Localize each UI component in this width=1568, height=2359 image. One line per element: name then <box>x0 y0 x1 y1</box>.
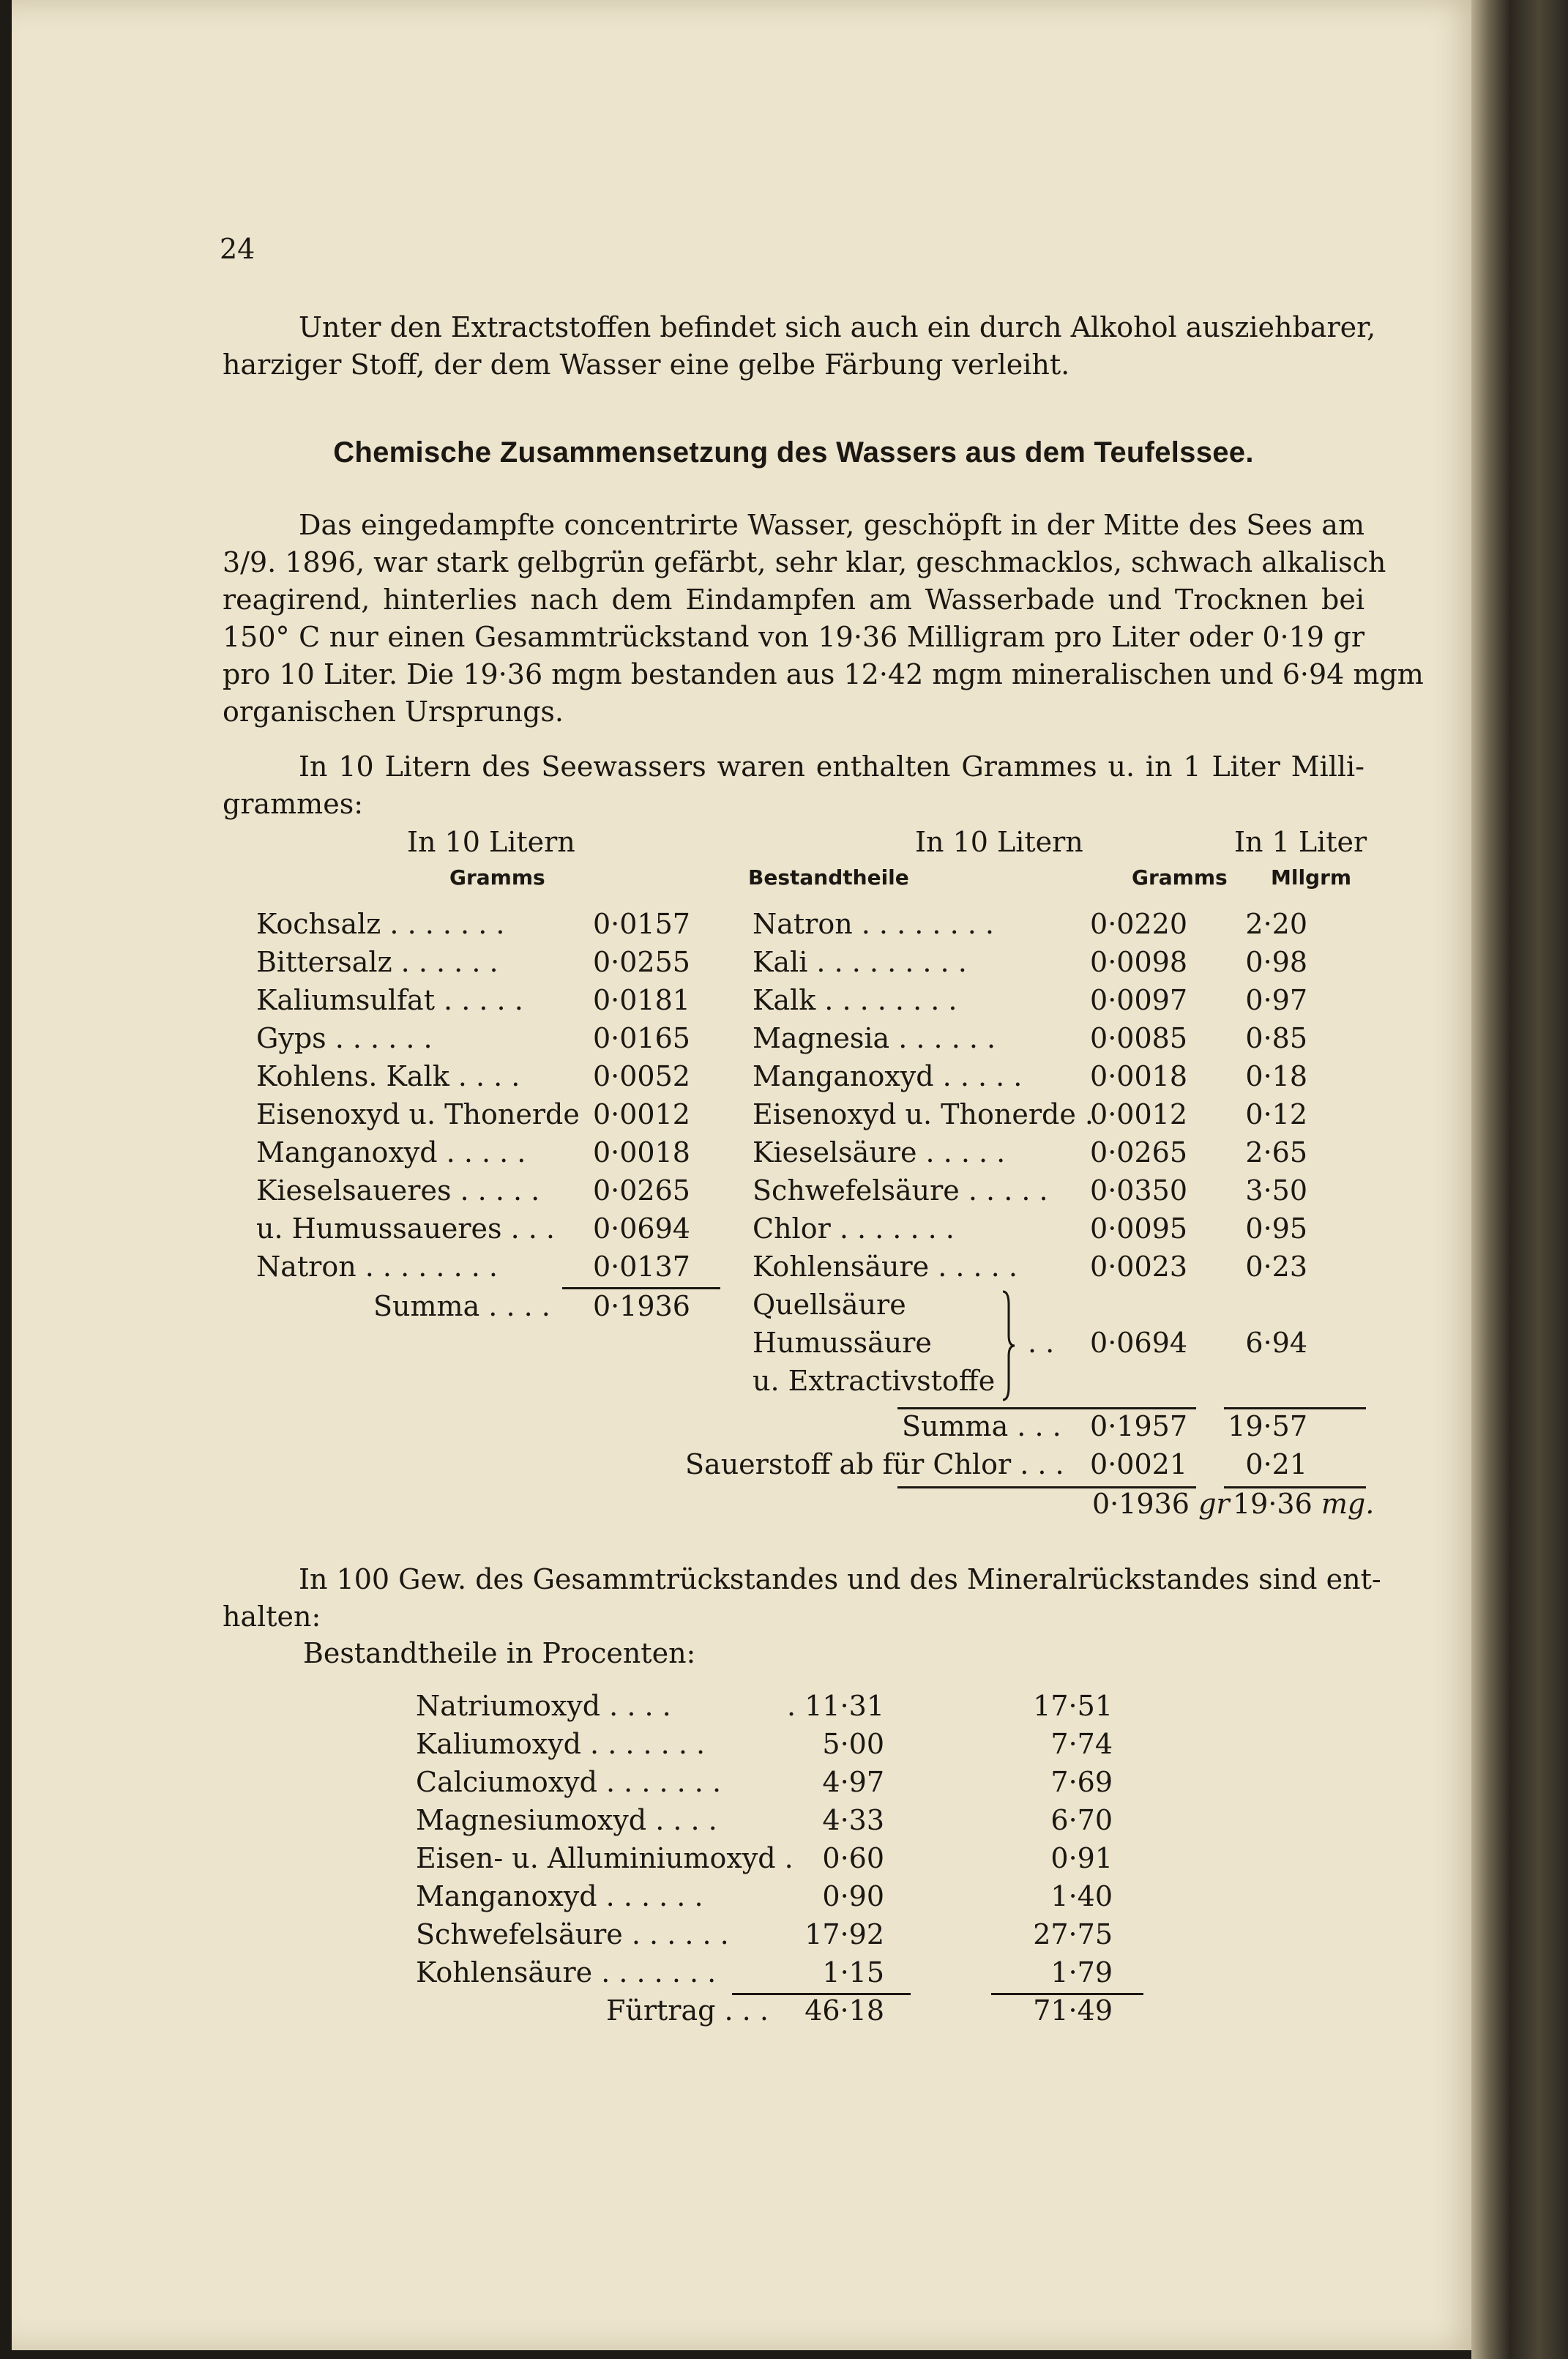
left-table-subheader: Gramms <box>449 865 545 890</box>
left-row-value: 0·0052 <box>593 1060 690 1092</box>
table-intro-line: In 10 Litern des Seewassers waren enthalten Grammes u. in 1 Liter Milli- <box>299 750 1364 783</box>
page-number: 24 <box>220 233 255 265</box>
body-line: 150° C nur einen Gesammtrückstand von 19·36 Milligram pro Liter oder 0·19 gr <box>223 621 1364 653</box>
oxygen-label: Sauerstoff ab für Chlor . . . <box>685 1448 1064 1480</box>
body-line: 3/9. 1896, war stark gelbgrün gefärbt, sehr klar, geschmacklos, schwach alkalisch <box>223 546 1386 578</box>
right-row-mg: 2·20 <box>1245 908 1307 940</box>
final-mg <box>1233 1488 1374 1520</box>
body-paragraph <box>223 507 1424 731</box>
left-row-name: Kochsalz . . . . . . . <box>256 908 505 940</box>
percent-row-mineral: 1·40 <box>1050 1880 1113 1912</box>
right-table-sub-grams: Gramms <box>1132 865 1228 890</box>
right-summa-rule-grams <box>897 1407 1196 1409</box>
table-intro-line: grammes: <box>223 788 364 820</box>
percent-row-mineral: 7·69 <box>1050 1766 1113 1798</box>
left-row-value: 0·0694 <box>593 1212 690 1245</box>
left-row-name: Kieselsaueres . . . . . <box>256 1174 540 1207</box>
right-row-name: Schwefelsäure . . . . . <box>753 1174 1048 1207</box>
left-row-value: 0·0181 <box>593 984 690 1016</box>
left-row-value: 0·0018 <box>593 1136 690 1169</box>
percent-row-total: 0·90 <box>822 1880 884 1912</box>
left-sum-value: 0·1936 <box>593 1290 690 1322</box>
right-row-grams: 0·0023 <box>1090 1251 1187 1283</box>
left-sum-label: Summa . . . . <box>373 1290 550 1322</box>
left-row-name: Kohlens. Kalk . . . . <box>256 1060 520 1092</box>
left-row-name: Eisenoxyd u. Thonerde <box>256 1098 580 1130</box>
right-summa-label: Summa . . . <box>902 1410 1061 1442</box>
right-row-mg: 0·85 <box>1245 1022 1307 1054</box>
right-row-grams: 0·0220 <box>1090 908 1187 940</box>
left-row-name: Gyps . . . . . . <box>256 1022 433 1054</box>
final-grams <box>1092 1488 1230 1520</box>
percent-row-total: 5·00 <box>822 1728 884 1760</box>
right-row-mg: 0·95 <box>1245 1212 1307 1245</box>
group-name: Humussäure <box>753 1327 932 1359</box>
body-line: organischen Ursprungs. <box>223 696 564 728</box>
left-row-value: 0·0165 <box>593 1022 690 1054</box>
percent-row-mineral: 7·74 <box>1050 1728 1113 1760</box>
left-row-name: Kaliumsulfat . . . . . <box>256 984 523 1016</box>
percent-row-total: 1·15 <box>822 1956 884 1989</box>
group-grams: 0·0694 <box>1090 1327 1187 1359</box>
left-row-name: Bittersalz . . . . . . <box>256 946 499 978</box>
right-row-name: Kieselsäure . . . . . <box>753 1136 1006 1169</box>
right-row-mg: 0·23 <box>1245 1251 1307 1283</box>
left-row-value: 0·0265 <box>593 1174 690 1207</box>
table-intro-paragraph <box>223 748 1364 823</box>
intro-paragraph <box>223 309 1376 384</box>
right-row-name: Magnesia . . . . . . <box>753 1022 996 1054</box>
group-name: Quellsäure <box>753 1289 906 1321</box>
right-summa-grams: 0·1957 <box>1090 1410 1187 1442</box>
percent-line: In 100 Gew. des Gesammtrückstandes und des Mineralrückstandes sind ent- <box>299 1563 1381 1595</box>
right-row-grams: 0·0085 <box>1090 1022 1187 1054</box>
percent-total-b: 71·49 <box>1033 1994 1113 2027</box>
right-row-name: Natron . . . . . . . . <box>753 908 994 940</box>
body-line: pro 10 Liter. Die 19·36 mgm bestanden aus 12·42 mgm mineralischen und 6·94 mgm <box>223 658 1424 690</box>
right-row-name: Manganoxyd . . . . . <box>753 1060 1023 1092</box>
percent-row-mineral: 27·75 <box>1033 1918 1113 1950</box>
percent-row-mineral: 17·51 <box>1033 1690 1113 1722</box>
right-row-grams: 0·0018 <box>1090 1060 1187 1092</box>
right-table-header-liter: In 1 Liter <box>1234 826 1367 858</box>
percent-row-mineral: 6·70 <box>1050 1804 1113 1836</box>
percent-row-name: Kaliumoxyd . . . . . . . <box>416 1728 706 1760</box>
percent-row-total: 4·33 <box>822 1804 884 1836</box>
right-row-grams: 0·0098 <box>1090 946 1187 978</box>
right-table-sub-component: Bestandtheile <box>748 865 909 890</box>
right-row-mg: 0·98 <box>1245 946 1307 978</box>
group-dots: . . <box>1028 1327 1055 1359</box>
right-summa-mg: 19·57 <box>1228 1410 1307 1442</box>
right-row-mg: 0·18 <box>1245 1060 1307 1092</box>
right-row-grams: 0·0095 <box>1090 1212 1187 1245</box>
group-name: u. Extractivstoffe <box>753 1365 996 1397</box>
right-row-grams: 0·0012 <box>1090 1098 1187 1130</box>
right-row-name: Eisenoxyd u. Thonerde . <box>753 1098 1094 1130</box>
body-line: reagirend, hinterlies nach dem Eindampfen am Wasserbade und Trocknen bei <box>223 584 1364 616</box>
final-grams-value: 0·1936 <box>1092 1488 1190 1520</box>
intro-line: Unter den Extractstoffen befindet sich auch ein durch Alkohol ausziehbarer, <box>299 311 1376 343</box>
left-row-value: 0·0157 <box>593 908 690 940</box>
right-row-grams: 0·0265 <box>1090 1136 1187 1169</box>
percent-total-label: Fürtrag . . . <box>606 1994 769 2027</box>
final-mg-value: 19·36 <box>1233 1488 1313 1520</box>
left-row-value: 0·0137 <box>593 1251 690 1283</box>
right-table-header-grams: In 10 Litern <box>915 826 1083 858</box>
percent-row-name: Schwefelsäure . . . . . . <box>416 1918 729 1950</box>
percent-total-a: 46·18 <box>804 1994 884 2027</box>
percent-row-mineral: 1·79 <box>1050 1956 1113 1989</box>
right-summa-rule-mg <box>1224 1407 1366 1409</box>
right-row-mg: 0·97 <box>1245 984 1307 1016</box>
percent-row-name: Eisen- u. Alluminiumoxyd . <box>416 1842 794 1874</box>
left-table-header: In 10 Litern <box>407 826 575 858</box>
curly-brace-icon <box>1001 1290 1016 1401</box>
section-heading: Chemische Zusammensetzung des Wassers aus dem Teufelssee. <box>333 436 1254 469</box>
right-row-mg: 3·50 <box>1245 1174 1307 1207</box>
right-row-name: Kalk . . . . . . . . <box>753 984 957 1016</box>
percent-label: Bestandtheile in Procenten: <box>303 1637 696 1669</box>
percent-row-name: Manganoxyd . . . . . . <box>416 1880 703 1912</box>
right-row-mg: 0·12 <box>1245 1098 1307 1130</box>
oxygen-grams: 0·0021 <box>1090 1448 1187 1480</box>
percent-paragraph <box>223 1561 1381 1636</box>
percent-row-name: Natriumoxyd . . . . <box>416 1690 671 1722</box>
left-row-value: 0·0012 <box>593 1098 690 1130</box>
left-row-value: 0·0255 <box>593 946 690 978</box>
percent-row-name: Calciumoxyd . . . . . . . <box>416 1766 722 1798</box>
percent-row-mineral: 0·91 <box>1050 1842 1113 1874</box>
right-row-grams: 0·0350 <box>1090 1174 1187 1207</box>
left-row-name: u. Humussaueres . . . <box>256 1212 555 1245</box>
left-sum-rule <box>562 1287 720 1289</box>
oxygen-mg: 0·21 <box>1245 1448 1307 1480</box>
right-table-sub-mg: Mllgrm <box>1271 865 1352 890</box>
final-mg-unit: mg. <box>1321 1488 1375 1520</box>
left-row-name: Natron . . . . . . . . <box>256 1251 498 1283</box>
right-row-name: Chlor . . . . . . . <box>753 1212 955 1245</box>
right-row-name: Kali . . . . . . . . . <box>753 946 967 978</box>
percent-row-name: Kohlensäure . . . . . . . <box>416 1956 717 1989</box>
body-line: Das eingedampfte concentrirte Wasser, geschöpft in der Mitte des Sees am <box>299 509 1364 541</box>
group-mg: 6·94 <box>1245 1327 1307 1359</box>
right-row-name: Kohlensäure . . . . . <box>753 1251 1018 1283</box>
percent-line: halten: <box>223 1600 321 1633</box>
intro-line: harziger Stoff, der dem Wasser eine gelbe Färbung verleiht. <box>223 349 1070 381</box>
right-row-mg: 2·65 <box>1245 1136 1307 1169</box>
final-grams-unit: gr <box>1198 1488 1230 1520</box>
percent-row-total: 4·97 <box>822 1766 884 1798</box>
percent-row-total: 0·60 <box>822 1842 884 1874</box>
percent-row-name: Magnesiumoxyd . . . . <box>416 1804 717 1836</box>
right-row-grams: 0·0097 <box>1090 984 1187 1016</box>
left-row-name: Manganoxyd . . . . . <box>256 1136 526 1169</box>
book-gutter <box>1471 0 1568 2359</box>
percent-row-total: 17·92 <box>804 1918 884 1950</box>
percent-row-total: . 11·31 <box>787 1690 884 1722</box>
